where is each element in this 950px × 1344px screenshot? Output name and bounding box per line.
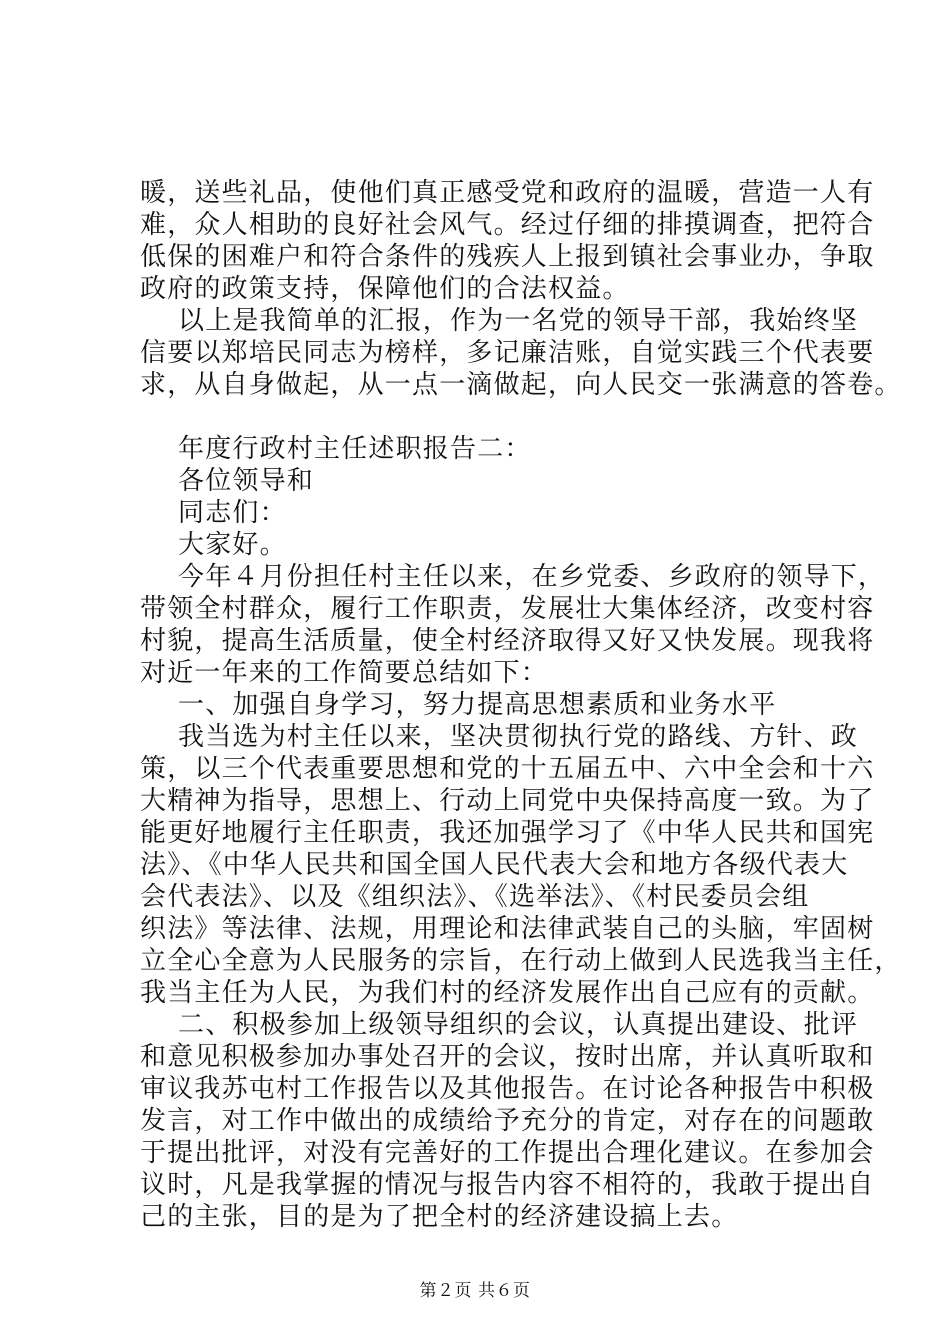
body-line: 难，众人相助的良好社会风气。经过仔细的排摸调查，把符合 (140, 210, 875, 240)
section-title: 年度行政村主任述职报告二： (178, 434, 532, 464)
salutation-line: 同志们： (178, 498, 287, 528)
body-line: 大精神为指导，思想上、行动上同党中央保持高度一致。为了 (140, 786, 875, 816)
salutation-line: 各位领导和 (178, 466, 315, 496)
section-heading: 二、积极参加上级领导组织的会议，认真提出建设、批评 (178, 1010, 859, 1040)
section-heading: 一、加强自身学习，努力提高思想素质和业务水平 (178, 690, 777, 720)
body-line: 对近一年来的工作简要总结如下： (140, 658, 549, 688)
body-line: 和意见积极参加办事处召开的会议，按时出席，并认真听取和 (140, 1042, 875, 1072)
body-line: 村貌，提高生活质量，使全村经济取得又好又快发展。现我将 (140, 626, 875, 656)
body-line: 政府的政策支持，保障他们的合法权益。 (140, 274, 630, 304)
body-line: 织法》等法律、法规，用理论和法律武装自己的头脑，牢固树 (140, 914, 875, 944)
body-line: 带领全村群众，履行工作职责，发展壮大集体经济，改变村容 (140, 594, 875, 624)
body-line: 暖，送些礼品，使他们真正感受党和政府的温暖，营造一人有 (140, 178, 875, 208)
body-line: 今年４月份担任村主任以来，在乡党委、乡政府的领导下， (178, 562, 886, 592)
greeting-line: 大家好。 (178, 530, 287, 560)
body-line: 于提出批评，对没有完善好的工作提出合理化建议。在参加会 (140, 1138, 875, 1168)
body-line: 能更好地履行主任职责，我还加强学习了《中华人民共和国宪 (140, 818, 875, 848)
body-line: 立全心全意为人民服务的宗旨，在行动上做到人民选我当主任， (140, 946, 902, 976)
body-line: 议时，凡是我掌握的情况与报告内容不相符的，我敢于提出自 (140, 1170, 875, 1200)
body-line: 发言，对工作中做出的成绩给予充分的肯定，对存在的问题敢 (140, 1106, 875, 1136)
body-line: 求，从自身做起，从一点一滴做起，向人民交一张满意的答卷。 (140, 370, 902, 400)
body-line: 会代表法》、以及《组织法》、《选举法》、《村民委员会组 (140, 882, 810, 912)
body-line: 我当选为村主任以来，坚决贯彻执行党的路线、方针、政 (178, 722, 859, 752)
body-line: 我当主任为人民，为我们村的经济发展作出自己应有的贡献。 (140, 978, 875, 1008)
page-footer: 第２页 共６页 (419, 1281, 531, 1301)
body-line: 低保的困难户和符合条件的残疾人上报到镇社会事业办，争取 (140, 242, 875, 272)
body-line: 审议我苏屯村工作报告以及其他报告。在讨论各种报告中积极 (140, 1074, 875, 1104)
body-line: 法》、《中华人民共和国全国人民代表大会和地方各级代表大 (140, 850, 849, 880)
body-line: 以上是我简单的汇报，作为一名党的领导干部，我始终坚 (178, 306, 859, 336)
body-line: 己的主张，目的是为了把全村的经济建设搞上去。 (140, 1202, 739, 1232)
body-line: 策，以三个代表重要思想和党的十五届五中、六中全会和十六 (140, 754, 875, 784)
body-line: 信要以郑培民同志为榜样，多记廉洁账，自觉实践三个代表要 (140, 338, 875, 368)
